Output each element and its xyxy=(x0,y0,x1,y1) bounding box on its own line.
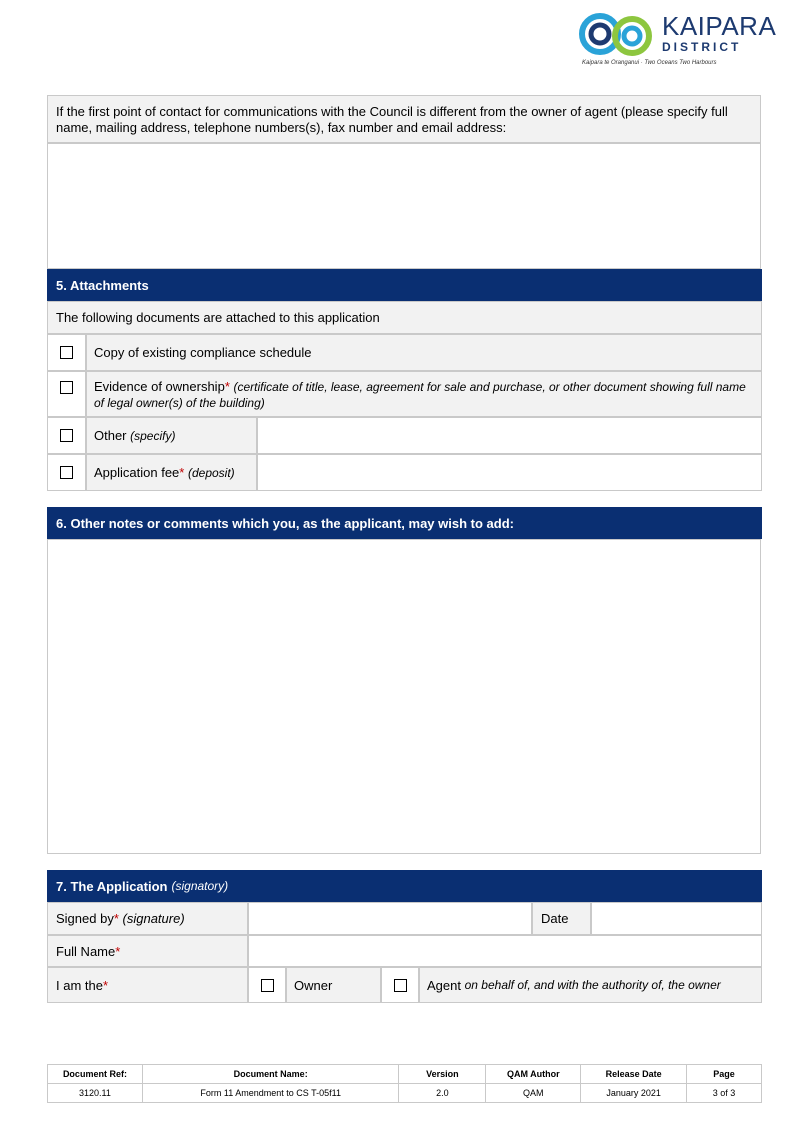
owner-checkbox[interactable] xyxy=(261,979,274,992)
footer-value-cell: QAM xyxy=(486,1084,581,1103)
copy-schedule-checkbox[interactable] xyxy=(60,346,73,359)
document-footer-table xyxy=(47,1064,762,1103)
footer-header-cell: Page xyxy=(687,1065,762,1084)
fee-note: (deposit) xyxy=(187,465,235,480)
fullname-label: Full Name xyxy=(56,943,116,959)
owner-checkbox-cell xyxy=(248,967,286,1003)
ownership-checkbox[interactable] xyxy=(60,381,73,394)
owner-label: Owner xyxy=(294,977,333,993)
fullname-label-cell: Full Name * xyxy=(47,935,248,967)
other-label-cell xyxy=(86,417,257,454)
footer-value-cell: 3120.11 xyxy=(48,1084,143,1103)
agent-checkbox[interactable] xyxy=(394,979,407,992)
copy-schedule-label-cell xyxy=(86,334,762,371)
application-header-note: (signatory) xyxy=(171,879,229,893)
signed-label: Signed by xyxy=(56,911,114,926)
iam-label-cell: I am the * xyxy=(47,967,248,1003)
date-label: Date xyxy=(541,911,569,926)
fee-checkbox[interactable] xyxy=(60,466,73,479)
contact-details-field[interactable] xyxy=(47,143,761,269)
footer-header-cell: QAM Author xyxy=(486,1065,581,1084)
other-checkbox-cell xyxy=(47,417,86,454)
ownership-label-cell: Evidence of ownership* (certificate of title, lease, agreement for sale and purchase, or other document showing full name of legal owner(s) of the building) xyxy=(86,371,762,417)
contact-question xyxy=(47,95,761,143)
footer-value-cell: 2.0 xyxy=(399,1084,486,1103)
fee-label: Application fee xyxy=(94,465,180,480)
copy-schedule-label: Copy of existing compliance schedule xyxy=(94,345,312,360)
notes-header: 6. Other notes or comments which you, as the applicant, may wish to add: xyxy=(47,507,762,539)
agent-note: on behalf of, and with the authority of, the owner xyxy=(464,978,721,992)
agent-label-cell xyxy=(419,967,762,1003)
application-header: 7. The Application (signatory) xyxy=(47,870,762,902)
fee-checkbox-cell xyxy=(47,454,86,491)
copy-checkbox-cell xyxy=(47,334,86,371)
footer-header-row xyxy=(48,1065,762,1084)
logo-tagline: Kaipara te Oranganui · Two Oceans Two Harbours xyxy=(582,60,717,66)
attachments-intro: The following documents are attached to this application xyxy=(47,301,762,334)
swirl-logo-icon xyxy=(578,12,658,60)
footer-value-cell: January 2021 xyxy=(581,1084,687,1103)
footer-header-cell: Document Ref: xyxy=(48,1065,143,1084)
footer-header-cell: Version xyxy=(399,1065,486,1084)
notes-field[interactable] xyxy=(47,539,761,854)
iam-label: I am the xyxy=(56,977,103,993)
footer-value-row xyxy=(48,1084,762,1103)
other-note: (specify) xyxy=(130,428,176,443)
ownership-note: (certificate of title, lease, agreement for sale and purchase, or other document showing full name of legal owner(s) of the building) xyxy=(94,380,746,410)
footer-value-cell: Form 11 Amendment to CS T-05f11 xyxy=(142,1084,399,1103)
agent-checkbox-cell xyxy=(381,967,419,1003)
logo-district: DISTRICT xyxy=(662,40,742,54)
logo-name: KAIPARA xyxy=(662,11,777,41)
signature-field[interactable] xyxy=(248,902,532,935)
ownership-label: Evidence of ownership xyxy=(94,379,225,394)
fullname-field[interactable] xyxy=(248,935,762,967)
owner-label-cell xyxy=(286,967,381,1003)
fee-field[interactable] xyxy=(257,454,762,491)
footer-header-cell: Release Date xyxy=(581,1065,687,1084)
attachments-header: 5. Attachments xyxy=(47,269,762,301)
date-field[interactable] xyxy=(591,902,762,935)
signed-label-cell: Signed by * (signature) xyxy=(47,902,248,935)
footer-value-cell: 3 of 3 xyxy=(687,1084,762,1103)
other-label: Other xyxy=(94,428,127,443)
other-specify-field[interactable] xyxy=(257,417,762,454)
ownership-checkbox-cell xyxy=(47,371,86,417)
kaipara-logo xyxy=(578,11,777,70)
other-checkbox[interactable] xyxy=(60,429,73,442)
agent-label: Agent xyxy=(427,977,461,993)
fee-label-cell: Application fee * (deposit) xyxy=(86,454,257,491)
footer-header-cell: Document Name: xyxy=(142,1065,399,1084)
date-label-cell xyxy=(532,902,591,935)
contact-question-text: If the first point of contact for communications with the Council is different from the owner of agent (please specify full name, mailing address, telephone numbers(s), fax number and email address: xyxy=(56,104,728,135)
signed-note: (signature) xyxy=(122,911,185,926)
